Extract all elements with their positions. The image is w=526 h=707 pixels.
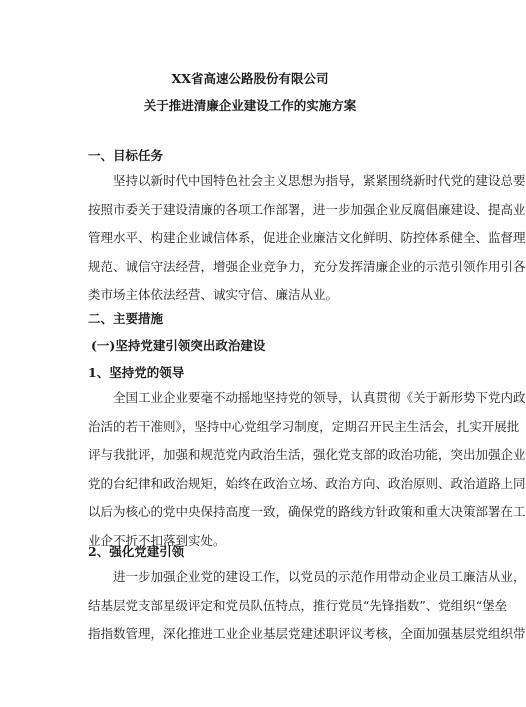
document-title: 关于推进清廉企业建设工作的实施方案 [143, 98, 357, 113]
paragraph-line: 坚持以新时代中国特色社会主义思想为指导，紧紧围绕新时代党的建设总要 [113, 173, 526, 188]
paragraph-line: 治活的若干准则》，坚持中心党组学习制度，定期召开民主生活会，扎实开展批 [88, 418, 520, 434]
paragraph-line: 指指数管理，深化推进工业企业基层党建述职评议考核，全面加强基层党组织带 [88, 626, 526, 642]
paragraph-line: 结基层党支部星级评定和党员队伍特点，推行党员“先锋指数”、党组织“堡垒 [88, 597, 508, 613]
party-leadership-paragraph [88, 384, 526, 556]
paragraph-line: 进一步加强企业党的建设工作，以党员的示范作用带动企业员工廉洁从业， [113, 569, 526, 584]
paragraph-line: 业企不折不扣落到实处。 [88, 532, 226, 548]
paragraph-line: 管理水平、构建企业诚信体系，促进企业廉洁文化鲜明、防控体系健全、监督理 [88, 230, 526, 246]
paragraph-line: 类市场主体依法经营、诚实守信、廉洁从业。 [88, 287, 339, 303]
section-heading-goals: 一、目标任务 [88, 148, 164, 163]
item-heading-strengthen-leadership: 2、强化党建引领 [88, 544, 185, 559]
paragraph-line: 党的台纪律和政治规矩，始终在政治立场、政治方向、政治原则、政治道路上同 [88, 475, 526, 491]
strengthen-leadership-paragraph [88, 563, 526, 649]
company-name: XX省高速公路股份有限公司 [171, 71, 329, 86]
goals-paragraph [88, 167, 526, 310]
paragraph-line: 按照市委关于建设清廉的各项工作部署，进一步加强企业反腐倡廉建设、提高业 [88, 201, 526, 217]
paragraph-line: 全国工业企业要毫不动摇地坚持党的领导，认真贯彻《关于新形势下党内政 [113, 390, 526, 405]
paragraph-line: 评与我批评，加强和规范党内政治生活，强化党支部的政治功能，突出加强企业 [88, 447, 526, 463]
subsection-heading-party-building: (一)坚持党建引领突出政治建设 [91, 338, 266, 353]
item-heading-party-leadership: 1、坚持党的领导 [88, 365, 185, 380]
section-heading-measures: 二、主要措施 [88, 311, 164, 326]
paragraph-line: 规范、诚信守法经营，增强企业竞争力，充分发挥清廉企业的示范引领作用引各 [88, 258, 526, 274]
paragraph-line: 以后为核心的党中央保持高度一致，确保党的路线方针政策和重大决策部署在工 [88, 504, 526, 520]
